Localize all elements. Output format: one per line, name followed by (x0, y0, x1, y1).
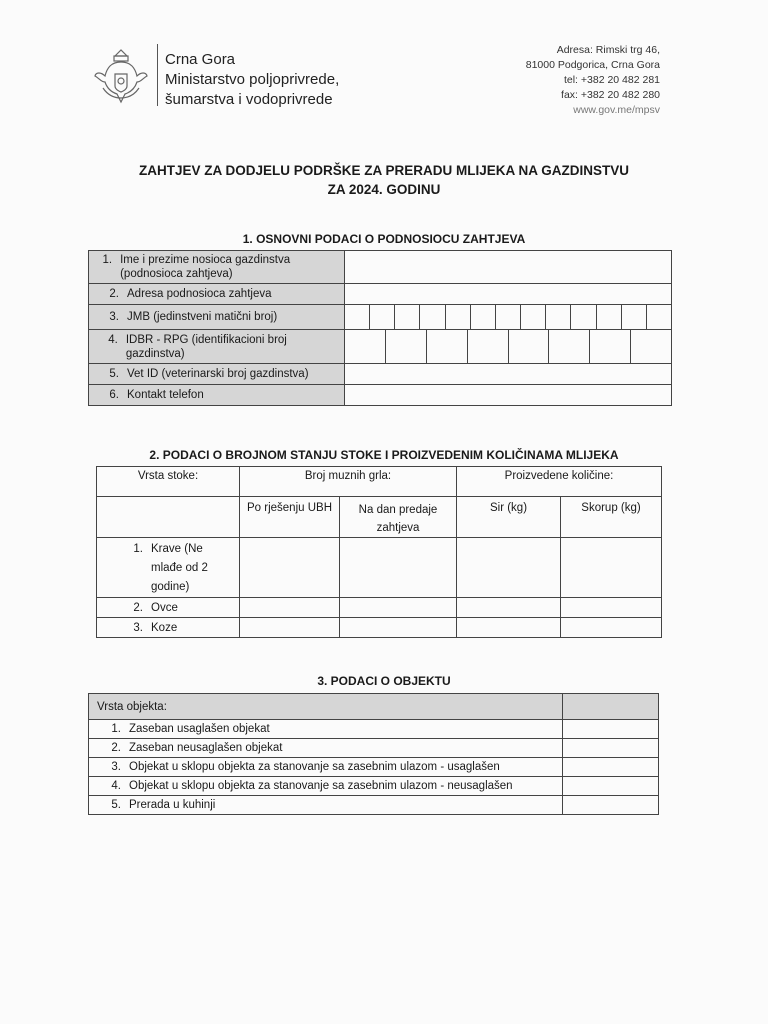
digit-box[interactable] (521, 305, 546, 329)
col-header-vrsta: Vrsta stoke: (97, 467, 240, 497)
row-number: 1. (111, 723, 121, 735)
applicant-table (88, 250, 672, 406)
header-divider (157, 44, 158, 106)
contact-block (526, 43, 660, 118)
checkbox-cell[interactable] (563, 758, 659, 777)
row-label-text: Vet ID (veterinarski broj gazdinstva) (127, 368, 309, 380)
row-label-text: Objekat u sklopu objekta za stanovanje sa zasebnim ulazom - usaglašen (129, 761, 500, 773)
digit-box[interactable] (631, 330, 671, 363)
row-label (97, 618, 240, 638)
coat-of-arms-icon (93, 48, 149, 106)
row-number: 2. (111, 742, 121, 754)
row-label (89, 305, 345, 330)
row-label (89, 251, 345, 284)
row-number: 1. (102, 254, 113, 266)
table-row (97, 538, 662, 598)
row-label (89, 796, 563, 815)
digit-box[interactable] (471, 305, 496, 329)
checkbox-cell[interactable] (563, 777, 659, 796)
digit-box[interactable] (345, 305, 370, 329)
row-label (97, 598, 240, 618)
row-number: 4. (111, 780, 121, 792)
input-cell[interactable] (457, 618, 561, 638)
digit-box[interactable] (370, 305, 395, 329)
org-line: Ministarstvo poljoprivrede, (165, 71, 340, 88)
phone-field[interactable] (345, 385, 672, 406)
section3-title: 3. PODACI O OBJEKTU (317, 674, 451, 688)
vet-id-field[interactable] (345, 364, 672, 385)
website-link[interactable]: www.gov.me/mpsv (573, 104, 660, 116)
table-row (89, 330, 672, 364)
row-label-text: Zaseban neusaglašen objekat (129, 742, 283, 754)
row-label-text: Krave (Ne mlađe od 2 godine) (151, 543, 208, 593)
table-row (89, 739, 659, 758)
row-label-text: Koze (151, 621, 178, 634)
row-label (89, 284, 345, 305)
row-number: 1. (133, 543, 143, 555)
digit-box[interactable] (546, 305, 571, 329)
input-cell[interactable] (240, 538, 340, 598)
facility-table (88, 693, 659, 815)
input-cell[interactable] (561, 618, 662, 638)
document-title (0, 161, 768, 199)
row-label-text: JMB (jedinstveni matični broj) (127, 311, 278, 323)
col-header-sir: Sir (kg) (457, 497, 561, 538)
input-cell[interactable] (561, 538, 662, 598)
row-number: 5. (111, 799, 121, 811)
table-row (97, 618, 662, 638)
col-header-broj: Broj muznih grla: (240, 467, 457, 497)
row-number: 4. (108, 333, 118, 346)
digit-box[interactable] (647, 305, 671, 329)
checkbox-cell[interactable] (563, 796, 659, 815)
row-label-text: Kontakt telefon (127, 389, 204, 401)
col-header-po-rjesenju: Po rješenju UBH (240, 497, 340, 538)
address-line: Adresa: Rimski trg 46, (556, 44, 660, 56)
row-label (89, 758, 563, 777)
input-cell[interactable] (240, 618, 340, 638)
row-label (89, 739, 563, 758)
col-header-vrsta-objekta: Vrsta objekta: (89, 694, 563, 720)
digit-box[interactable] (597, 305, 622, 329)
row-number: 3. (133, 621, 143, 634)
title-line-2: ZA 2024. GODINU (327, 182, 441, 197)
table-row (89, 694, 659, 720)
col-header-skorup: Skorup (kg) (561, 497, 662, 538)
input-cell[interactable] (457, 538, 561, 598)
col-header-proizvedene: Proizvedene količine: (457, 467, 662, 497)
input-cell[interactable] (340, 598, 457, 618)
row-number: 3. (109, 311, 119, 323)
digit-box[interactable] (496, 305, 521, 329)
table-row (89, 758, 659, 777)
row-label-text: Adresa podnosioca zahtjeva (127, 288, 272, 300)
row-number: 5. (109, 368, 119, 380)
checkbox-cell[interactable] (563, 739, 659, 758)
row-number: 3. (111, 761, 121, 773)
table-row (89, 284, 672, 305)
table-row (89, 305, 672, 330)
digit-box[interactable] (622, 305, 647, 329)
phone-line: tel: +382 20 482 281 (563, 74, 660, 86)
table-row (97, 497, 662, 538)
title-line-1: ZAHTJEV ZA DODJELU PODRŠKE ZA PRERADU MLIJEKA NA GAZDINSTVU (138, 163, 630, 178)
table-row (97, 598, 662, 618)
idbr-field[interactable] (345, 330, 672, 364)
table-row (89, 385, 672, 406)
org-line: šumarstva i vodoprivrede (165, 91, 333, 108)
org-line: Crna Gora (165, 51, 236, 68)
row-label (89, 777, 563, 796)
digit-box[interactable] (386, 330, 427, 363)
row-label (89, 385, 345, 406)
row-label (89, 364, 345, 385)
col-header-na-dan: Na dan predaje zahtjeva (340, 497, 457, 538)
digit-box[interactable] (345, 330, 386, 363)
digit-box[interactable] (446, 305, 471, 329)
table-row (89, 720, 659, 739)
jmb-field[interactable] (345, 305, 672, 330)
input-cell[interactable] (240, 598, 340, 618)
row-number: 2. (109, 288, 119, 300)
digit-box[interactable] (590, 330, 631, 363)
input-cell[interactable] (561, 598, 662, 618)
row-label-text: Ime i prezime nosioca gazdinstva (podnosioca zahtjeva) (120, 254, 291, 280)
address-line: 81000 Podgorica, Crna Gora (525, 59, 660, 71)
input-cell[interactable] (457, 598, 561, 618)
digit-box[interactable] (427, 330, 468, 363)
table-row (89, 251, 672, 284)
input-cell[interactable] (340, 538, 457, 598)
row-label-text: IDBR - RPG (identifikacioni broj gazdinstva) (125, 333, 287, 360)
fax-line: fax: +382 20 482 280 (561, 89, 660, 101)
section2-title: 2. PODACI O BROJNOM STANJU STOKE I PROIZVEDENIM KOLIČINAMA MLIJEKA (149, 448, 619, 462)
table-row (89, 364, 672, 385)
digit-box[interactable] (468, 330, 509, 363)
row-label-text: Zaseban usaglašen objekat (129, 723, 270, 735)
row-label-text: Ovce (151, 601, 178, 614)
empty-cell (97, 497, 240, 538)
table-row (89, 777, 659, 796)
row-label (97, 538, 240, 598)
digit-box[interactable] (420, 305, 445, 329)
row-label-text: Prerada u kuhinji (129, 799, 216, 811)
checkbox-cell[interactable] (563, 720, 659, 739)
empty-header-cell (563, 694, 659, 720)
digit-box[interactable] (549, 330, 590, 363)
row-number: 6. (109, 389, 119, 401)
livestock-table (96, 466, 662, 638)
row-label (89, 330, 345, 364)
address-field[interactable] (345, 284, 672, 305)
row-number: 2. (133, 601, 143, 614)
table-row (89, 796, 659, 815)
row-label-text: Objekat u sklopu objekta za stanovanje sa zasebnim ulazom - neusaglašen (129, 780, 513, 792)
digit-box[interactable] (509, 330, 550, 363)
input-cell[interactable] (340, 618, 457, 638)
ministry-name (165, 50, 339, 110)
section1-title: 1. OSNOVNI PODACI O PODNOSIOCU ZAHTJEVA (242, 232, 526, 246)
digit-box[interactable] (571, 305, 596, 329)
table-row (97, 467, 662, 497)
applicant-name-field[interactable] (345, 251, 672, 284)
row-label (89, 720, 563, 739)
digit-box[interactable] (395, 305, 420, 329)
